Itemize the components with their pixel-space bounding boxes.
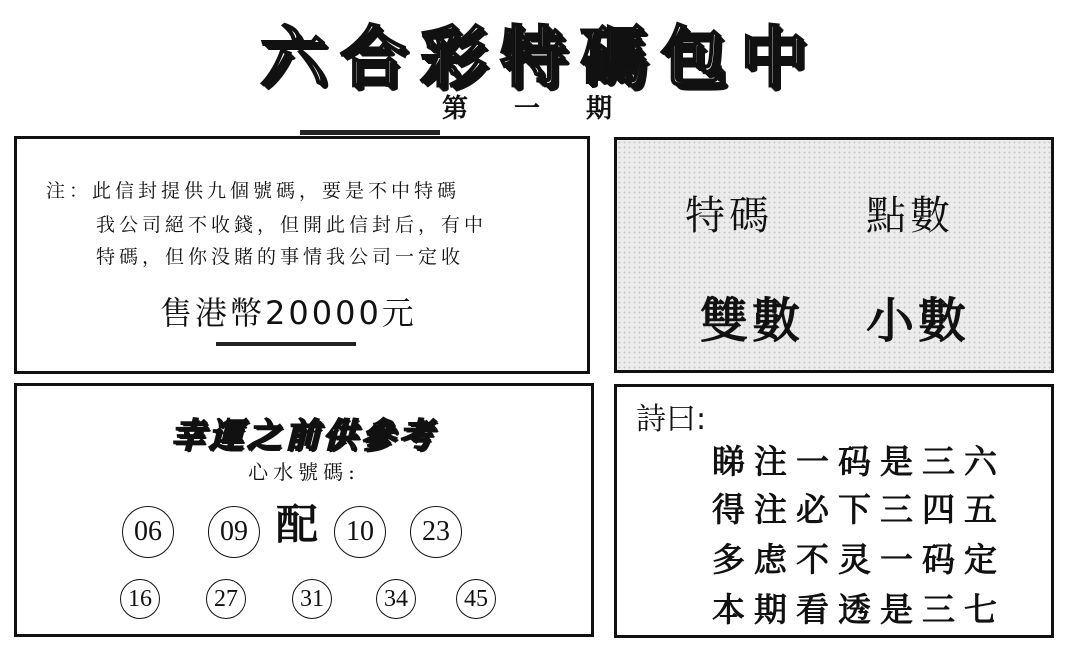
poem-line-1: 睇注一码是三六 bbox=[712, 442, 1006, 481]
notice-line-1: 注：此信封提供九個號碼，要是不中特碼 bbox=[46, 180, 461, 202]
number-ball: 10 bbox=[334, 506, 386, 558]
number-ball: 27 bbox=[206, 579, 246, 619]
parity-value: 雙數 bbox=[700, 293, 805, 349]
poem-line-3: 多虑不灵一码定 bbox=[712, 540, 1006, 579]
number-ball: 34 bbox=[376, 579, 416, 619]
lucky-subtitle: 心水號碼: bbox=[248, 460, 360, 484]
special-code-label: 特碼 bbox=[685, 193, 773, 239]
poem-label: 詩曰: bbox=[636, 402, 707, 437]
notice-line-2: 我公司絕不收錢，但開此信封后，有中 bbox=[96, 214, 488, 236]
pair-label: 配 bbox=[276, 500, 319, 549]
number-ball: 09 bbox=[208, 506, 260, 558]
lucky-title: 幸運之前供參考 bbox=[171, 416, 437, 456]
number-ball: 16 bbox=[120, 579, 160, 619]
page-title: 六合彩特碼包中 bbox=[260, 18, 820, 96]
issue-number: 第一期 bbox=[441, 94, 658, 124]
price-text: 售港幣20000元 bbox=[160, 294, 417, 332]
notice-line-3: 特碼，但你没賭的事情我公司一定收 bbox=[96, 246, 465, 268]
points-label: 點數 bbox=[866, 193, 954, 239]
poem-line-2: 得注必下三四五 bbox=[712, 490, 1006, 529]
scan-artifact-top bbox=[300, 130, 440, 135]
number-ball: 23 bbox=[410, 506, 462, 558]
special-code-box bbox=[614, 137, 1054, 373]
number-ball: 31 bbox=[292, 579, 332, 619]
number-ball: 06 bbox=[122, 506, 174, 558]
size-value: 小數 bbox=[866, 293, 971, 349]
poem-line-4: 本期看透是三七 bbox=[712, 590, 1006, 629]
number-ball: 45 bbox=[456, 579, 496, 619]
